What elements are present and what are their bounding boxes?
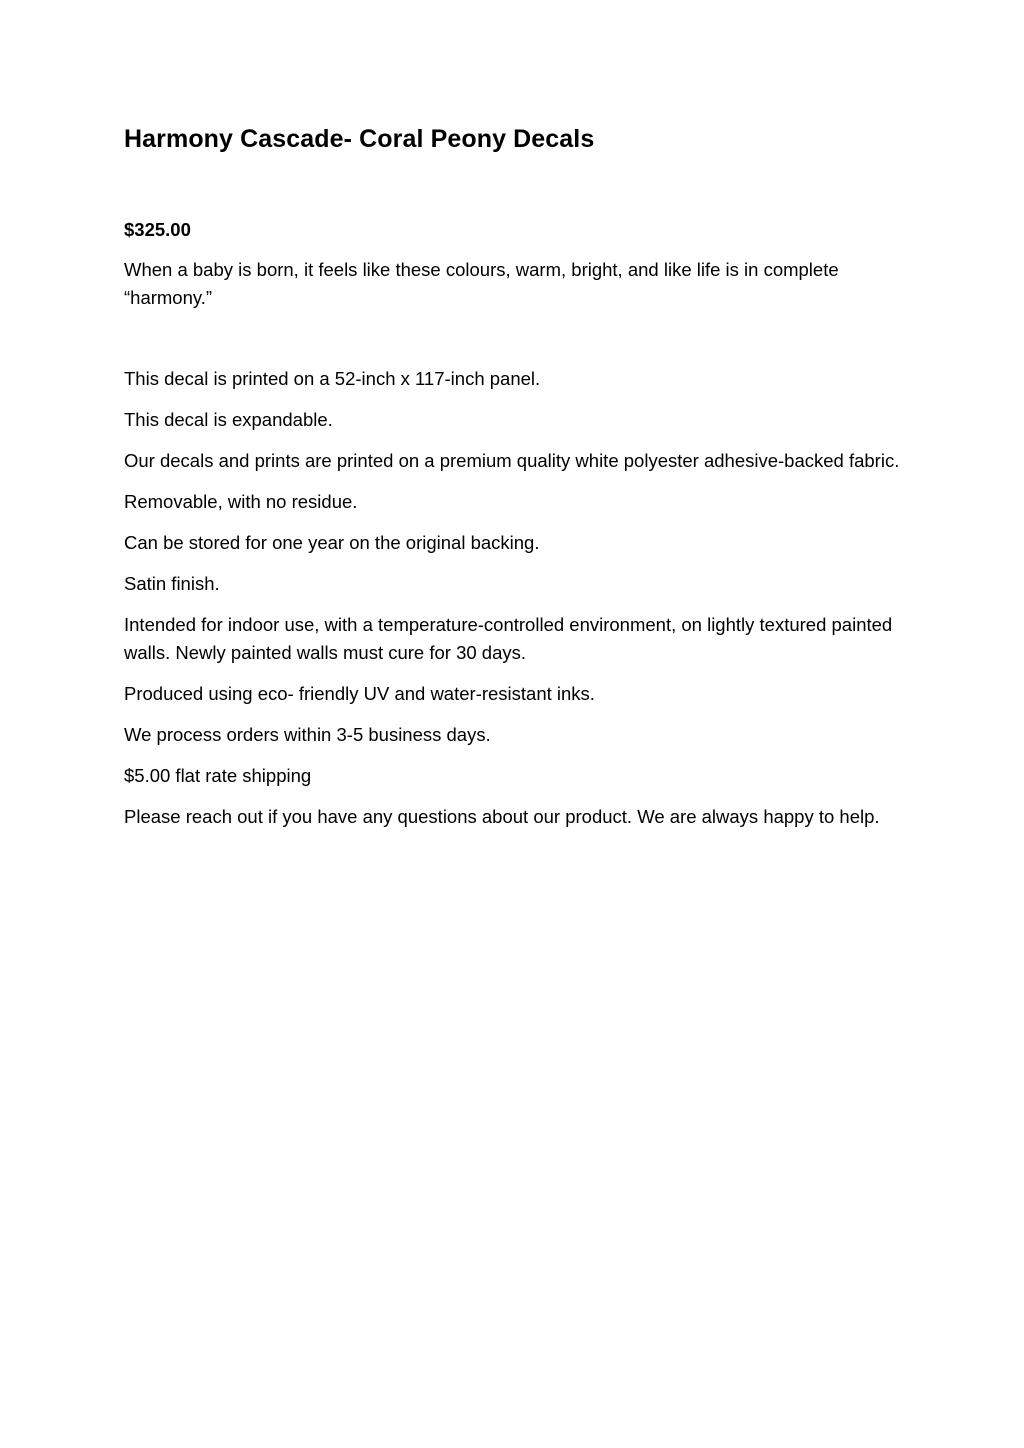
detail-panel-size: This decal is printed on a 52-inch x 117-inch panel.	[124, 368, 541, 389]
detail-storage: Can be stored for one year on the original backing.	[124, 532, 540, 553]
detail-usage: Intended for indoor use, with a temperature-controlled environment, on lightly textured painted walls. Newly painted walls must cure for 30 days.	[124, 614, 893, 663]
detail-inks: Produced using eco- friendly UV and water-resistant inks.	[124, 683, 595, 704]
product-intro: When a baby is born, it feels like these colours, warm, bright, and like life is in complete “harmony.”	[124, 259, 839, 308]
product-price: $325.00	[124, 219, 191, 240]
detail-contact: Please reach out if you have any questions about our product. We are always happy to help.	[124, 806, 880, 827]
product-title: Harmony Cascade- Coral Peony Decals	[124, 125, 595, 153]
detail-material: Our decals and prints are printed on a premium quality white polyester adhesive-backed fabric.	[124, 450, 900, 471]
document-body	[124, 122, 914, 844]
detail-finish: Satin finish.	[124, 573, 220, 594]
detail-shipping: $5.00 flat rate shipping	[124, 765, 312, 786]
product-details-list	[124, 365, 914, 831]
detail-processing: We process orders within 3-5 business days.	[124, 724, 491, 745]
detail-expandable: This decal is expandable.	[124, 409, 333, 430]
detail-removable: Removable, with no residue.	[124, 491, 358, 512]
